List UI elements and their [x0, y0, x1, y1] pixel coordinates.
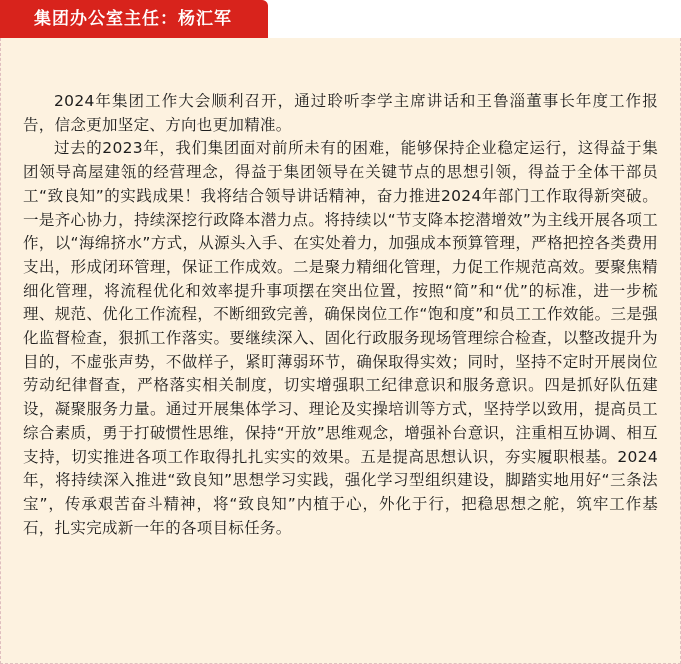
section-title: 集团办公室主任：杨汇军 — [34, 9, 232, 29]
article-paragraph-2: 过去的2023年，我们集团面对前所未有的困难，能够保持企业稳定运行，这得益于集团领导高屋建瓴的经营理念，得益于集团领导在关键节点的思想引领，得益于全体干部员工“致良知”的实践成果！我将结合领导讲话精神，奋力推进2024年部门工作取得新突破。一是齐心协力，持续深挖行政降本潜力点。将持续以“节支降本挖潜增效”为主线开展各项工作，以“海绵挤水”方式，从源头入手、在实处着力，加强成本预算管理，严格把控各类费用支出，形成闭环管理，保证工作成效。二是聚力精细化管理，力促工作规范高效。要聚焦精细化管理，将流程优化和效率提升事项摆在突出位置，按照“简”和“优”的标准，进一步梳理、规范、优化工作流程，不断细致完善，确保岗位工作“饱和度”和员工工作效能。三是强化监督检查，狠抓工作落实。要继续深入、固化行政服务现场管理综合检查，以整改提升为目的，不虚张声势，不做样子，紧盯薄弱环节，确保取得实效；同时，坚持不定时开展岗位劳动纪律督查，严格落实相关制度，切实增强职工纪律意识和服务意识。四是抓好队伍建设，凝聚服务力量。通过开展集体学习、理论及实操培训等方式，坚持学以致用，提高员工综合素质，勇于打破惯性思维，保持“开放”思维观念，增强补台意识，注重相互协调、相互支持，切实推进各项工作取得扎扎实实的效果。五是提高思想认识，夯实履职根基。2024年，将持续深入推进“致良知”思想学习实践，强化学习型组织建设，脚踏实地用好“三条法宝”，传承艰苦奋斗精神，将“致良知”内植于心，外化于行，把稳思想之舵，筑牢工作基石，扎实完成新一年的各项目标任务。 — [23, 139, 658, 537]
article-paragraph-1: 2024年集团工作大会顺利召开，通过聆听李学主席讲话和王鲁淄董事长年度工作报告，信念更加坚定、方向也更加精准。 — [23, 92, 658, 134]
article-body — [0, 38, 681, 664]
section-title-bar — [0, 0, 268, 38]
